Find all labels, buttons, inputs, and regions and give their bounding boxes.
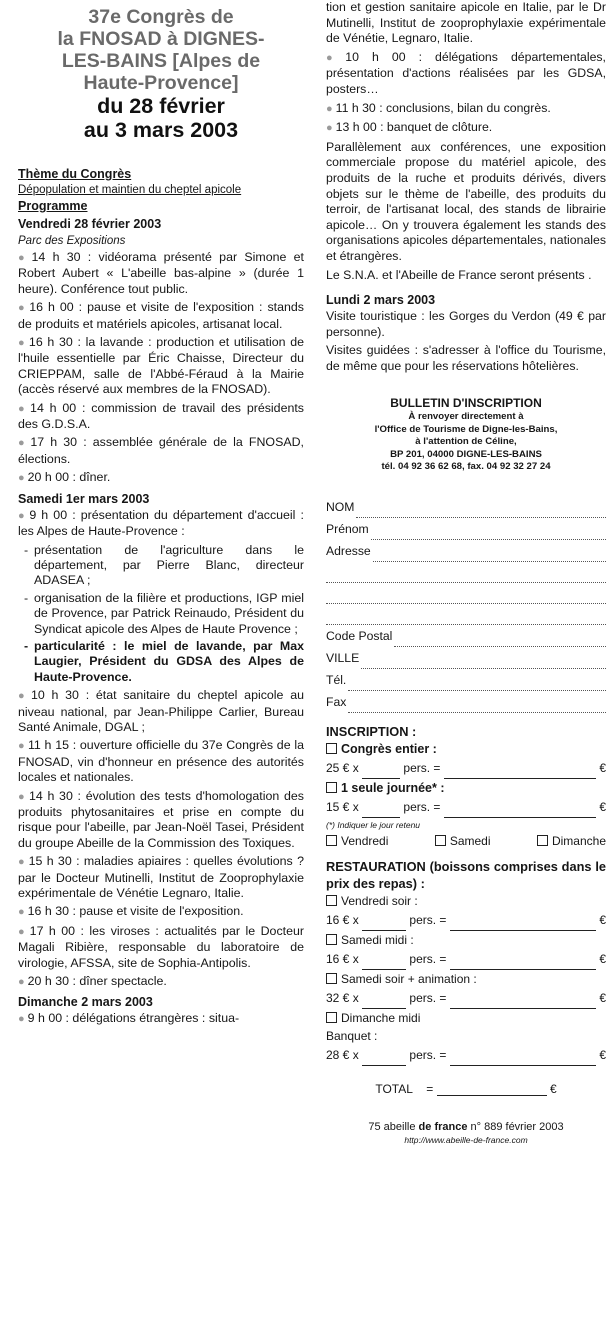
bullet-icon: ●	[18, 402, 28, 415]
fill-line[interactable]	[373, 545, 606, 562]
quantity-blank[interactable]	[362, 994, 406, 1009]
day-option-vendredi[interactable]: Vendredi	[326, 832, 388, 850]
form-address-line: BP 201, 04000 DIGNE-LES-BAINS	[390, 448, 542, 460]
programme-heading: Programme	[18, 199, 88, 213]
checkbox-icon[interactable]	[326, 1012, 337, 1023]
form-title: BULLETIN D'INSCRIPTION	[390, 396, 542, 411]
exhibition-paragraph: Parallèlement aux conférences, une exposition commerciale propose du matériel apicole, des produits de la ruche et produits dérivés, divers objets sur le thème de l'abeille, des produits du terroir, de l'artisanat local, des stands de librairie apicole… On y trouvera également les stands des organisations apicoles départementales, nationales et étrangères.	[326, 139, 606, 263]
bullet-icon: ●	[326, 122, 333, 135]
restauration-heading: RESTAURATION (boissons comprises dans le prix des repas) :	[326, 858, 606, 891]
price-row: 16 € x pers. = €	[326, 910, 606, 931]
footer-issue: n° 889 février 2003	[470, 1120, 564, 1133]
bullet-icon: ●	[18, 437, 28, 450]
congres-entier-option[interactable]: Congrès entier :	[326, 740, 606, 758]
form-address-line: l'Office de Tourisme de Digne-les-Bains,	[374, 423, 558, 435]
programme-item: ● 10 h 30 : état sanitaire du cheptel apicole au niveau national, par Jean-Philippe Carlier, Bureau Santé Animale, DGAL ;	[18, 688, 304, 734]
banquet-label: Banquet :	[326, 1028, 378, 1043]
bullet-icon: ●	[18, 790, 26, 803]
day-option-dimanche[interactable]: Dimanche	[537, 832, 606, 850]
address-field[interactable]: Adresse	[326, 540, 606, 562]
programme-item: ● 17 h 00 : les viroses : actualités par le Docteur Magali Ribière, responsable du laboratoire de virologie, AFSSA, site de Sophia-Antipolis.	[18, 923, 304, 970]
quantity-blank[interactable]	[362, 955, 406, 970]
programme-item: ● 20 h 00 : dîner.	[18, 470, 111, 485]
quantity-blank[interactable]	[362, 803, 400, 818]
amount-blank[interactable]	[444, 803, 596, 818]
footer-url[interactable]: http://www.abeille-de-france.com	[404, 1134, 528, 1145]
bullet-icon: ●	[326, 51, 343, 64]
name-field[interactable]: NOM	[326, 496, 606, 518]
date-line: du 28 février	[97, 94, 225, 118]
bullet-icon: ●	[18, 740, 25, 753]
sub-item: - organisation de la filière et productions, IGP miel de Provence, par Patrick Reinaudo, Président du Syndicat apicole des Alpes de Haute Provence ;	[34, 591, 304, 637]
price-row: 15 € x pers. = €	[326, 797, 606, 818]
saturday-heading: Samedi 1er mars 2003	[18, 491, 150, 506]
programme-item: ● 15 h 30 : maladies apiaires : quelles évolutions ? par le Docteur Mutinelli, Institut de Zooprophylaxie expérimentale de Vénétie Legnaro, Italie.	[18, 854, 304, 901]
fill-line[interactable]	[348, 674, 606, 691]
form-address-line: tél. 04 92 36 62 68, fax. 04 92 32 27 24	[381, 461, 551, 473]
address-line-extra[interactable]	[326, 583, 606, 604]
address-line-extra[interactable]	[326, 562, 606, 583]
amount-blank[interactable]	[450, 916, 596, 931]
bullet-icon: ●	[18, 906, 25, 919]
programme-item: ● 14 h 30 : évolution des tests d'homologation des produits phytosanitaires et prise en compte du risque pour l'abeille, par Jean-Noël Tasei, Président du groupe Abeille de la Commission des Toxiques.	[18, 788, 304, 850]
programme-item: ● 17 h 30 : assemblée générale de la FNOSAD, élections.	[18, 435, 304, 466]
bullet-icon: ●	[18, 1013, 25, 1026]
programme-item: ● 10 h 00 : délégations départementales, présentation d'actions réalisées par les GDSA, posters…	[326, 49, 606, 96]
price-row: 25 € x pers. = €	[326, 758, 606, 779]
bullet-icon: ●	[18, 337, 26, 350]
day-option-samedi[interactable]: Samedi	[435, 832, 491, 850]
left-column	[18, 0, 304, 1031]
checkbox-icon[interactable]	[326, 835, 337, 846]
exhibitors-paragraph: Le S.N.A. et l'Abeille de France seront présents .	[326, 267, 592, 282]
title-line: LES-BAINS [Alpes de	[61, 50, 261, 72]
programme-item-continued: tion et gestion sanitaire apicole en Italie, par le Dr Mutinelli, Institut de zooprophylaxie expérimentale de Vénétie, Legnaro, Italie.	[326, 0, 606, 46]
programme-item: ● 13 h 00 : banquet de clôture.	[326, 120, 493, 135]
fax-field[interactable]: Fax	[326, 691, 606, 713]
day-options	[326, 832, 606, 850]
programme-item: ● 16 h 30 : pause et visite de l'exposition.	[18, 904, 244, 919]
footer-page: 75 abeille	[368, 1120, 416, 1133]
quantity-blank[interactable]	[362, 916, 406, 931]
friday-heading: Vendredi 28 février 2003	[18, 217, 162, 231]
price-row: 32 € x pers. = €	[326, 988, 606, 1009]
sunday-heading: Dimanche 2 mars 2003	[18, 995, 153, 1010]
checkbox-icon[interactable]	[326, 934, 337, 945]
meal-option[interactable]: Samedi midi :	[326, 931, 606, 949]
meal-option[interactable]: Vendredi soir :	[326, 892, 606, 910]
quantity-blank[interactable]	[362, 764, 400, 779]
total-row: TOTAL = €	[375, 1081, 557, 1096]
amount-blank[interactable]	[450, 955, 596, 970]
day-note: (*) Indiquer le jour retenu	[326, 819, 421, 830]
price-row: 16 € x pers. = €	[326, 949, 606, 970]
programme-item: ● 11 h 30 : conclusions, bilan du congrès.	[326, 100, 551, 115]
title-line: Haute-Provence]	[83, 72, 239, 94]
page-footer	[326, 1120, 606, 1134]
total-label: TOTAL	[375, 1081, 413, 1096]
fill-line[interactable]	[361, 652, 606, 669]
postcode-field[interactable]: Code Postal	[326, 625, 606, 647]
price-row: 28 € x pers. = €	[326, 1045, 606, 1066]
bullet-icon: ●	[18, 690, 28, 703]
bullet-icon: ●	[18, 252, 29, 264]
checkbox-icon[interactable]	[537, 835, 548, 846]
monday-paragraph: Visites guidées : s'adresser à l'office du Tourisme, de même que pour les réservations hôtelières.	[326, 343, 606, 373]
bullet-icon: ●	[18, 976, 25, 989]
friday-venue: Parc des Expositions	[18, 235, 126, 247]
date-line: au 3 mars 2003	[83, 118, 239, 142]
programme-item: ● 11 h 15 : ouverture officielle du 37e Congrès de la FNOSAD, vin d'honneur en présence des autorités locales et nationales.	[18, 738, 304, 785]
total-blank[interactable]	[437, 1081, 547, 1096]
title-line: la FNOSAD à DIGNES-	[57, 28, 265, 50]
city-field[interactable]: VILLE	[326, 647, 606, 669]
article-dates	[18, 94, 304, 142]
programme-item: ● 14 h 00 : commission de travail des présidents des G.D.S.A.	[18, 400, 304, 432]
form-address-line: à l'attention de Céline,	[415, 436, 517, 448]
monday-heading: Lundi 2 mars 2003	[326, 293, 436, 308]
checkbox-icon[interactable]	[326, 743, 337, 754]
programme-item: ● 9 h 00 : présentation du département d'accueil : les Alpes de Haute-Provence :	[18, 507, 304, 539]
programme-item: ● 14 h 30 : vidéorama présenté par Simone et Robert Aubert « L'abeille bas-alpine » (durée 1 heure). Conférence tout public.	[18, 250, 304, 296]
theme-heading: Thème du Congrès	[18, 167, 132, 181]
programme-item: ● 9 h 00 : délégations étrangères : situa-	[18, 1011, 240, 1026]
checkbox-icon[interactable]	[435, 835, 446, 846]
seule-journee-option[interactable]: 1 seule journée* :	[326, 779, 606, 797]
fill-line[interactable]	[394, 630, 606, 647]
firstname-field[interactable]: Prénom	[326, 518, 606, 540]
theme-text: Dépopulation et maintien du cheptel apicole	[18, 184, 242, 196]
sub-item: - présentation de l'agriculture dans le département, par Pierre Blanc, directeur ADASEA ;	[34, 543, 304, 589]
checkbox-icon[interactable]	[326, 782, 337, 793]
saturday-subitems	[18, 543, 304, 686]
programme-item: ● 16 h 30 : la lavande : production et utilisation de l'huile essentielle par Éric Chaisse, Directeur du CRIEPPAM, salle de l'Abbé-Féraud à la Mairie (accès réservé aux membres de la FNOSAD).	[18, 335, 304, 397]
bullet-icon: ●	[18, 302, 27, 315]
bullet-icon: ●	[18, 472, 25, 485]
meal-option[interactable]: Samedi soir + animation :	[326, 970, 606, 988]
article-title	[18, 6, 304, 94]
amount-blank[interactable]	[450, 994, 596, 1009]
address-line-extra[interactable]	[326, 604, 606, 625]
sub-item: - particularité : le miel de lavande, par Max Laugier, Président du GDSA des Alpes de Haute-Provence.	[34, 639, 304, 685]
inscription-heading: INSCRIPTION :	[326, 723, 417, 739]
amount-blank[interactable]	[450, 1051, 596, 1066]
programme-item: ● 16 h 00 : pause et visite de l'exposition : stands de produits et matériels apicoles, artisanat local.	[18, 300, 304, 331]
footer-brand: de france	[418, 1120, 468, 1133]
right-column	[326, 0, 606, 1145]
form-address-line: À renvoyer directement à	[408, 411, 524, 423]
quantity-blank[interactable]	[362, 1051, 406, 1066]
fill-line[interactable]	[371, 523, 606, 540]
fill-line[interactable]	[348, 696, 606, 713]
fill-line[interactable]	[356, 501, 606, 518]
bullet-icon: ●	[18, 925, 27, 938]
programme-item: ● 20 h 30 : dîner spectacle.	[18, 974, 167, 989]
phone-field[interactable]: Tél.	[326, 669, 606, 691]
bullet-icon: ●	[18, 509, 27, 522]
amount-blank[interactable]	[444, 764, 596, 779]
form-fields	[326, 496, 606, 713]
meal-option[interactable]: Dimanche midi	[326, 1009, 606, 1027]
bullet-icon: ●	[326, 102, 333, 115]
monday-paragraph: Visite touristique : les Gorges du Verdon (49 € par personne).	[326, 309, 606, 339]
checkbox-icon[interactable]	[326, 895, 337, 906]
title-line: 37e Congrès de	[88, 6, 234, 28]
checkbox-icon[interactable]	[326, 973, 337, 984]
registration-form	[326, 396, 606, 474]
bullet-icon: ●	[18, 856, 26, 869]
